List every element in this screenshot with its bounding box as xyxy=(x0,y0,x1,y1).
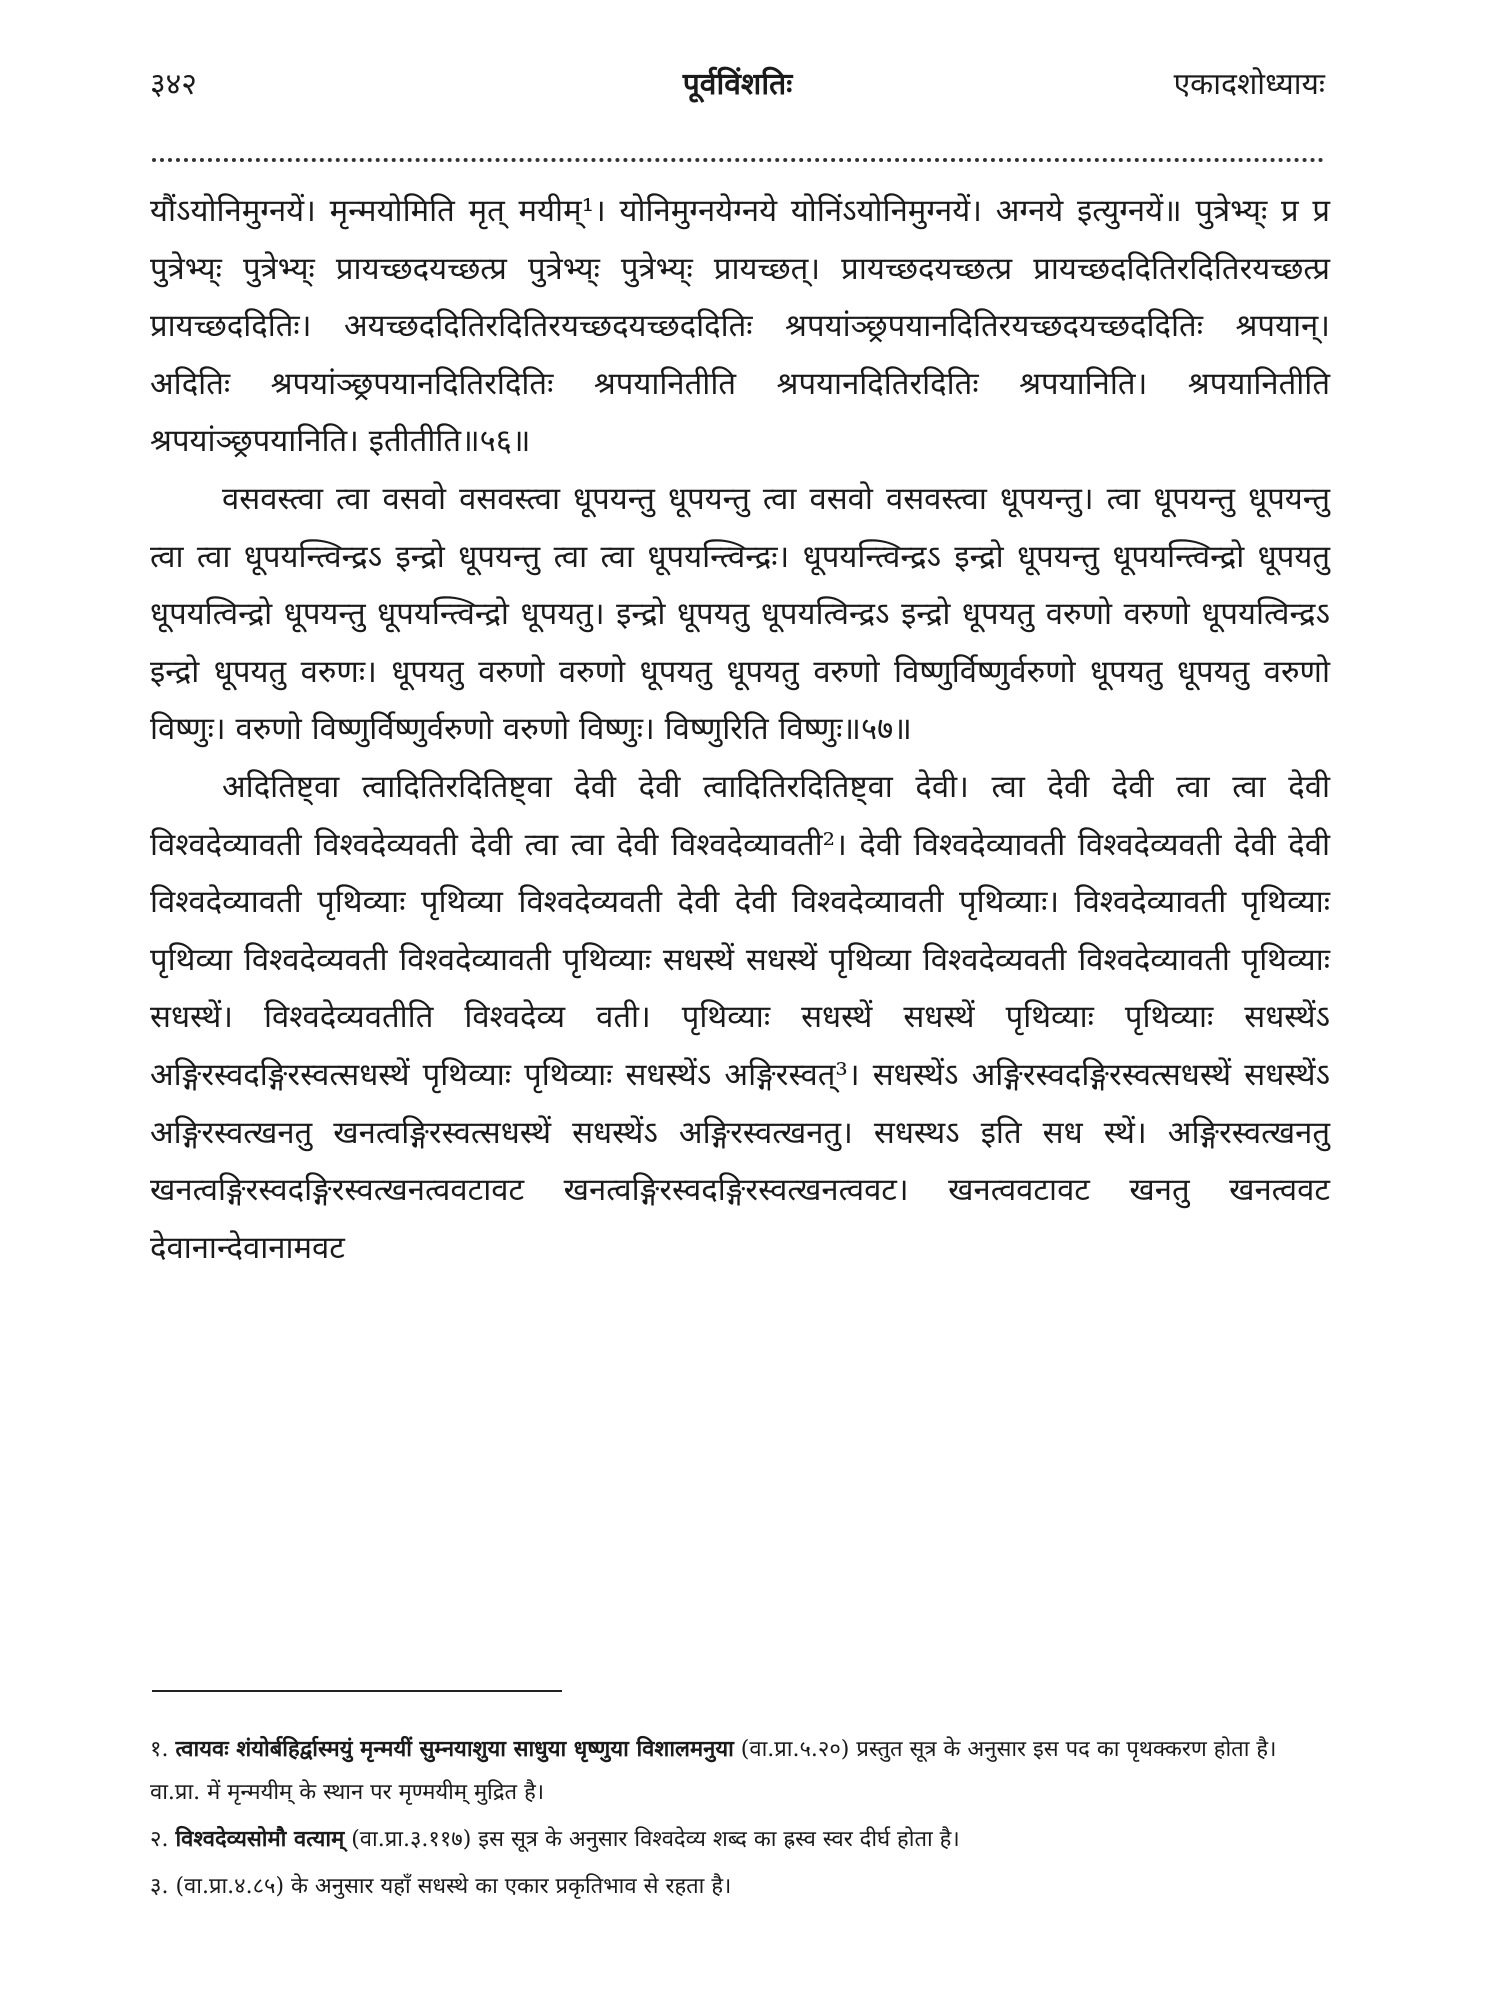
footnote-sutra: विश्वदेव्यसोमौ वत्याम् xyxy=(175,1826,345,1852)
paragraph-57: वसवस्त्वा त्वा वसवो वसवस्त्वा धूपयन्तु धूपयन्तु त्वा वसवो वसवस्त्वा धूपयन्तु। त्वा धूपयन्तु धूपयन्तु त्वा त्वा धूपयन्त्विन्द्रऽ इन्द्रो धूपयन्तु त्वा त्वा धूपयन्त्विन्द्रः। धूपयन्त्विन्द्रऽ इन्द्रो धूपयन्तु धूपयन्त्विन्द्रो धूपयतु धूपयत्विन्द्रो धूपयन्तु धूपयन्त्विन्द्रो धूपयतु। इन्द्रो धूपयतु धूपयत्विन्द्रऽ इन्द्रो धूपयतु वरुणो वरुणो धूपयत्विन्द्रऽ इन्द्रो धूपयतु वरुणः। धूपयतु वरुणो वरुणो धूपयतु धूपयतु वरुणो विष्णुर्विष्णुर्वरुणो धूपयतु धूपयतु वरुणो विष्णुः। वरुणो विष्णुर्विष्णुर्वरुणो वरुणो विष्णुः। विष्णुरिति विष्णुः॥५७॥ xyxy=(150,480,1330,748)
chapter-title: एकादशोध्यायः xyxy=(1173,67,1325,102)
footnote-1 xyxy=(150,1728,1330,1814)
footnote-marker: ३. xyxy=(150,1874,169,1899)
footnote-text: (वा.प्रा.५.२०) प्रस्तुत सूत्र के अनुसार इस पद का पृथक्करण होता है। वा.प्रा. में मृन्मयीम् के स्थान पर मृण्मयीम् मुद्रित है। xyxy=(150,1737,1277,1805)
footnote-text: (वा.प्रा.४.८५) के अनुसार यहाँ सधस्थे का एकार प्रकृतिभाव से रहता है। xyxy=(175,1874,732,1899)
footnote-3 xyxy=(150,1865,1330,1908)
page-header xyxy=(150,62,1325,102)
footnote-sutra: त्वायवः शंयोर्बहिर्द्वास्मयुं मृन्मयीं सुम्नयाशुया साधुया धृष्णुया विशालमनुया xyxy=(175,1736,734,1762)
footnote-marker: २. xyxy=(150,1827,169,1852)
paragraph-58: अदितिष्ट्वा त्वादितिरदितिष्ट्वा देवी देवी त्वादितिरदितिष्ट्वा देवी। त्वा देवी देवी त्वा त्वा देवी विश्वदेव्यावती विश्वदेव्यवती देवी त्वा त्वा देवी विश्वदेव्यावती²। देवी विश्वदेव्यावती विश्वदेव्यवती देवी देवी विश्वदेव्यावती पृथिव्याः पृथिव्या विश्वदेव्यवती देवी देवी विश्वदेव्यावती पृथिव्याः। विश्वदेव्यावती पृथिव्याः पृथिव्या विश्वदेव्यवती विश्वदेव्यावती पृथिव्याः सधस्थें सधस्थें पृथिव्या विश्वदेव्यवती विश्वदेव्यावती पृथिव्याः सधस्थें। विश्वदेव्यवतीति विश्वदेव्य वती। पृथिव्याः सधस्थें सधस्थें पृथिव्याः पृथिव्याः सधस्थेंऽ अङ्गिरस्वदङ्गिरस्वत्सधस्थें पृथिव्याः पृथिव्याः सधस्थेंऽ अङ्गिरस्वत्³। सधस्थेंऽ अङ्गिरस्वदङ्गिरस्वत्सधस्थें सधस्थेंऽ अङ्गिरस्वत्खनतु खनत्वङ्गिरस्वत्सधस्थें सधस्थेंऽ अङ्गिरस्वत्खनतु। सधस्थऽ इति सध स्थें। अङ्गिरस्वत्खनतु खनत्वङ्गिरस्वदङ्गिरस्वत्खनत्ववटावट खनत्वङ्गिरस्वदङ्गिरस्वत्खनत्ववट। खनत्ववटावट खनतु खनत्ववट देवानान्देवानामवट xyxy=(150,768,1330,1266)
page-number: ३४२ xyxy=(150,67,197,102)
footnote-2 xyxy=(150,1818,1330,1861)
main-text xyxy=(150,183,1330,1277)
paragraph-56: यौंऽयोनिमुग्नयें। मृन्मयोमिति मृत् मयीम्¹। योनिमुग्नयेग्नये योनिंऽयोनिमुग्नयें। अग्नये इत्युग्नयें॥ पुत्रेभ्य्ः प्र प्र पुत्रेभ्य्ः पुत्रेभ्य्ः प्रायच्छदयच्छत्प्र पुत्रेभ्य्ः पुत्रेभ्य्ः प्रायच्छत्। प्रायच्छदयच्छत्प्र प्रायच्छददितिरदितिरयच्छत्प्र प्रायच्छददितिः। अयच्छददितिरदितिरयच्छदयच्छददितिः श्रपयांञ्छ्रपयानदितिरयच्छदयच्छददितिः श्रपयान्। अदितिः श्रपयांञ्छ्रपयानदितिरदितिः श्रपयानितीति श्रपयानदितिरदितिः श्रपयानिति। श्रपयानितीति श्रपयांञ्छ्रपयानिति। इतीतीति॥५६॥ xyxy=(150,193,1330,460)
running-title: पूर्वविंशतिः xyxy=(682,67,793,102)
footnote-text: (वा.प्रा.३.११७) इस सूत्र के अनुसार विश्वदेव्य शब्द का ह्रस्व स्वर दीर्घ होता है। xyxy=(344,1827,960,1852)
footnotes xyxy=(150,1728,1330,1912)
footnote-divider xyxy=(152,1690,562,1692)
footnote-marker: १. xyxy=(150,1737,169,1762)
header-divider xyxy=(152,158,1324,162)
